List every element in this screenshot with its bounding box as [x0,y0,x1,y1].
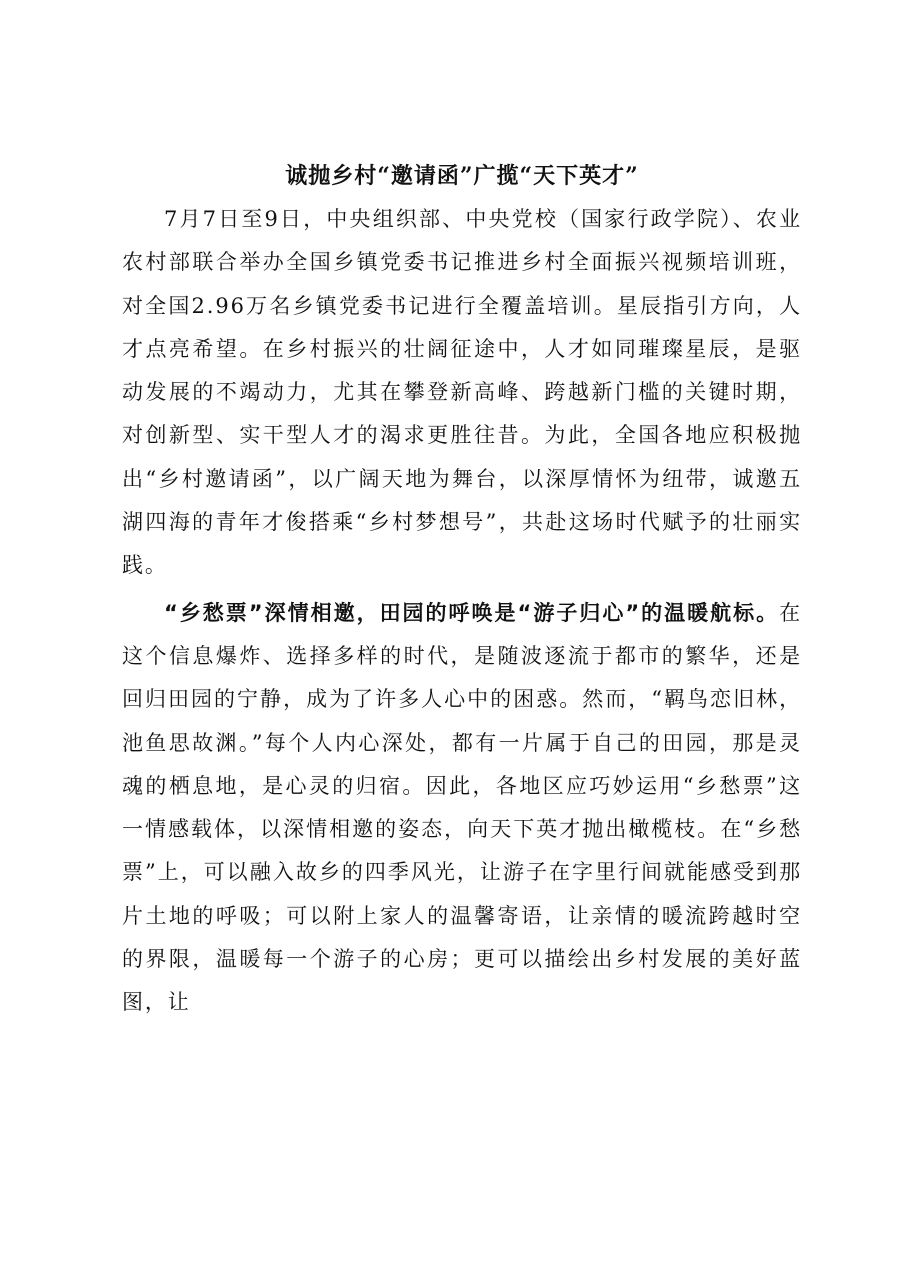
paragraph-2 [122,592,802,1025]
paragraph-1-text: 7月7日至9日，中央组织部、中央党校（国家行政学院）、农业农村部联合举办全国乡镇党委书记推进乡村全面振兴视频培训班，对全国2.96万名乡镇党委书记进行全覆盖培训。星辰指引方向，人才点亮希望。在乡村振兴的壮阔征途中，人才如同璀璨星辰，是驱动发展的不竭动力，尤其在攀登新高峰、跨越新门槛的关键时期，对创新型、实干型人才的渴求更胜往昔。为此，全国各地应积极抛出“乡村邀请函”，以广阔天地为舞台，以深厚情怀为纽带，诚邀五湖四海的青年才俊搭乘“乡村梦想号”，共赴这场时代赋予的壮丽实践。 [122,207,802,578]
paragraph-2-text: 在这个信息爆炸、选择多样的时代，是随波逐流于都市的繁华，还是回归田园的宁静，成为了许多人心中的困惑。然而，“羁鸟恋旧林，池鱼思故渊。”每个人内心深处，都有一片属于自己的田园，那是灵魂的栖息地，是心灵的归宿。因此，各地区应巧妙运用“乡愁票”这一情感载体，以深情相邀的姿态，向天下英才抛出橄榄枝。在“乡愁票”上，可以融入故乡的四季风光，让游子在字里行间就能感受到那片土地的呼吸；可以附上家人的温馨寄语，让亲情的暖流跨越时空的界限，温暖每一个游子的心房；更可以描绘出乡村发展的美好蓝图，让 [122,600,802,1015]
article-title: 诚抛乡村“邀请函”广揽“天下英才” [285,163,639,189]
document-page [122,160,802,1025]
paragraph-2-lead: “乡愁票”深情相邀，田园的呼唤是“游子归心”的温暖航标。 [164,600,780,625]
paragraph-1 [122,198,802,588]
